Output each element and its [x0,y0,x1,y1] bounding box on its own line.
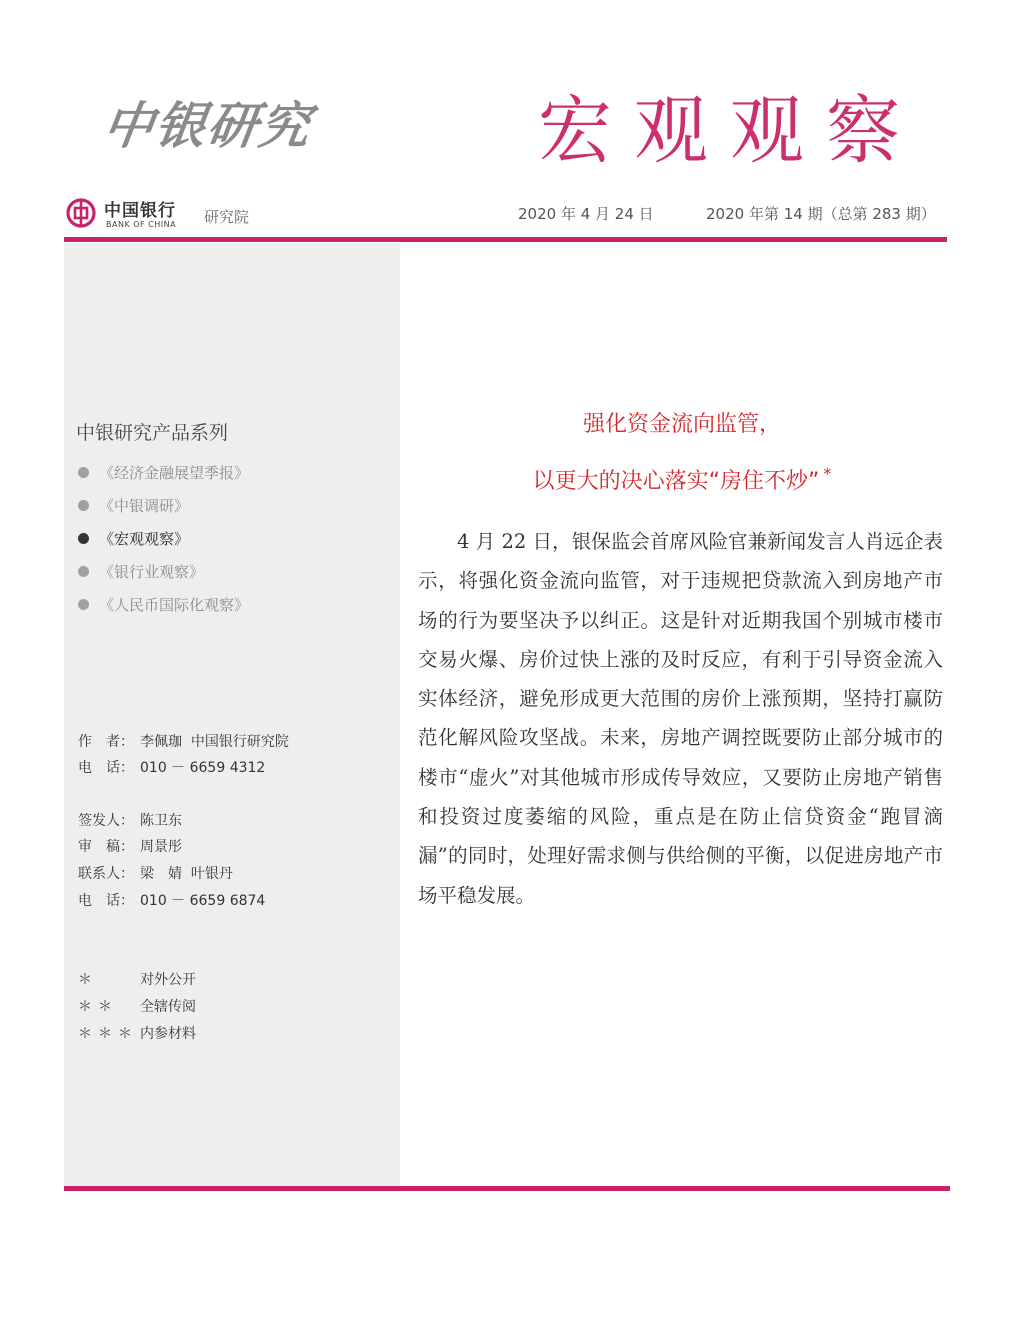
phone-row [78,757,265,777]
series-item-label: 《中银调研》 [99,497,190,515]
series-item[interactable] [78,555,249,588]
bank-of-china-logo-icon [66,198,96,228]
bullet-icon [78,533,89,544]
bullet-icon [78,599,89,610]
publication-title: 宏观观察 [538,88,922,174]
bullet-icon [78,500,89,511]
phone-label: 电 话： [78,760,134,776]
contact-row [78,863,233,883]
phone-value: 010 － 6659 4312 [140,760,266,776]
bank-name-en: BANK OF CHINA [106,220,177,229]
issuer-row [78,810,182,830]
level-text: 全辖传阅 [140,999,196,1015]
publish-date: 2020 年 4 月 24 日 [518,205,654,223]
reviewer-label: 审 稿： [78,839,134,855]
series-item-label: 《经济金融展望季报》 [99,464,250,482]
level-stars: ＊＊＊ [78,1026,138,1042]
series-list [78,456,249,621]
issuer-label: 签发人： [78,813,134,829]
contact-value: 梁 婧 叶银丹 [140,866,233,882]
article-body: 4 月 22 日，银保监会首席风险官兼新闻发言人肖远企表示，将强化资金流向监管，对于违规把贷款流入到房地产市场的行为要坚决予以纠正。这是针对近期我国个别城市楼市交易火爆、房价过快上涨的及时反应，有利于引导资金流入实体经济，避免形成更大范围的房价上涨预期，坚持打赢防范化解风险攻坚战。未来，房地产调控既要防止部分城市的楼市“虚火”对其他城市形成传导效应，又要防止房地产销售和投资过度萎缩的风险，重点是在防止信贷资金“跑冒滴漏”的同时，处理好需求侧与供给侧的平衡，以促进房地产市场平稳发展。 [418,530,943,907]
footer-divider [64,1186,950,1191]
series-item[interactable] [78,588,249,621]
contact-label: 联系人： [78,866,134,882]
level-row [78,1023,196,1043]
sidebar-panel [64,243,400,1186]
article-title-line2: 以更大的决心落实“房住不炒” [532,469,820,494]
author-label: 作 者： [78,734,134,750]
bullet-icon [78,467,89,478]
reviewer-row [78,836,182,856]
issue-number: 2020 年第 14 期（总第 283 期） [706,205,936,223]
series-item-active[interactable] [78,522,249,555]
level-stars: ＊＊ [78,999,118,1015]
author-value: 李佩珈 中国银行研究院 [140,734,289,750]
phone2-label: 电 话： [78,893,134,909]
series-item[interactable] [78,456,249,489]
footnote-mark: * [823,464,832,483]
article-title-line1: 强化资金流向监管， [582,412,781,437]
reviewer-value: 周景彤 [140,839,182,855]
level-text: 对外公开 [140,972,196,988]
phone2-value: 010 － 6659 6874 [140,893,266,909]
bullet-icon [78,566,89,577]
institute-label: 研究院 [204,208,250,226]
header-divider [64,237,947,242]
series-item-label: 《宏观观察》 [99,530,190,548]
level-stars: ＊ [78,972,98,988]
bank-name-cn: 中国银行 [104,201,176,221]
logo-calligraphy: 中银研究 [99,96,316,155]
author-row [78,731,289,751]
series-item[interactable] [78,489,249,522]
phone2-row [78,890,265,910]
issuer-value: 陈卫东 [140,813,182,829]
series-item-label: 《人民币国际化观察》 [99,596,250,614]
article-title-line2-row [412,464,952,495]
level-text: 内参材料 [140,1026,196,1042]
series-title: 中银研究产品系列 [76,422,229,444]
level-row [78,969,196,989]
series-item-label: 《银行业观察》 [99,563,205,581]
level-row [78,996,196,1016]
